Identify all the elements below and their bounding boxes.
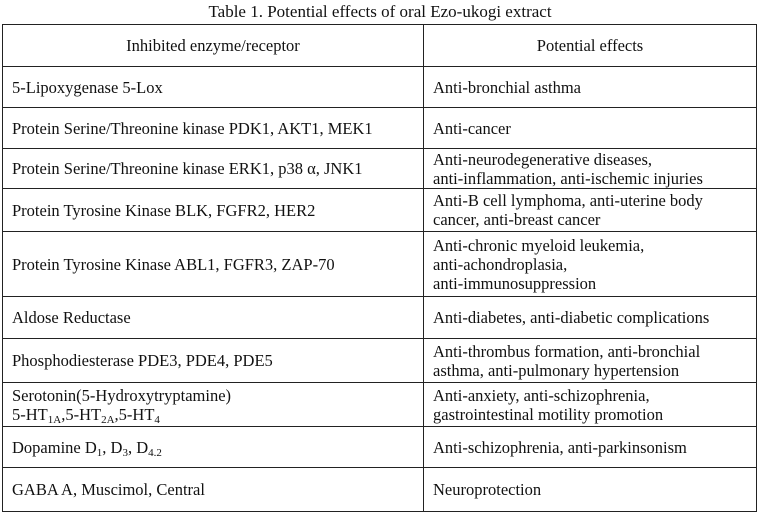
table-row: [3, 189, 757, 232]
effects-cell: Anti-bronchial asthma: [424, 67, 757, 108]
effects-cell: Anti-B cell lymphoma, anti-uterine body cancer, anti-breast cancer: [424, 189, 757, 232]
receptor-cell: Aldose Reductase: [3, 297, 424, 339]
header-receptor: Inhibited enzyme/receptor: [3, 25, 424, 67]
receptor-cell: GABA A, Muscimol, Central: [3, 468, 424, 512]
effects-cell: Anti-anxiety, anti-schizophrenia, gastrointestinal motility promotion: [424, 383, 757, 427]
dopamine-subtypes: Dopamine $D_1$, $D_3$, $D_{4.2}$: [12, 437, 162, 459]
receptor-cell: Phosphodiesterase PDE3, PDE4, PDE5: [3, 339, 424, 383]
effects-cell: Anti-cancer: [424, 108, 757, 149]
table-row: [3, 339, 757, 383]
table-row: [3, 297, 757, 339]
receptor-cell: 5-Lipoxygenase 5-Lox: [3, 67, 424, 108]
table-header-row: [3, 25, 757, 67]
receptor-cell: Serotonin(5-Hydroxytryptamine) $5-HT_{1A},5-HT_{2A},5-HT_4$: [3, 383, 424, 427]
table-row: [3, 383, 757, 427]
effects-cell: Neuroprotection: [424, 468, 757, 512]
serotonin-subtypes: $5-HT_{1A},5-HT_{2A},5-HT_4$: [12, 404, 160, 426]
table-row: [3, 108, 757, 149]
receptor-cell: Protein Tyrosine Kinase BLK, FGFR2, HER2: [3, 189, 424, 232]
table-row: [3, 468, 757, 512]
effects-cell: Anti-chronic myeloid leukemia, anti-achondroplasia, anti-immunosuppression: [424, 232, 757, 297]
header-effects: Potential effects: [424, 25, 757, 67]
effects-cell: Anti-neurodegenerative diseases, anti-inflammation, anti-ischemic injuries: [424, 149, 757, 189]
effects-table: [2, 24, 757, 512]
table-row: [3, 232, 757, 297]
effects-cell: Anti-schizophrenia, anti-parkinsonism: [424, 427, 757, 468]
receptor-cell: [3, 427, 424, 468]
receptor-cell: Protein Serine/Threonine kinase PDK1, AKT1, MEK1: [3, 108, 424, 149]
table-row: [3, 427, 757, 468]
table-caption: Table 1. Potential effects of oral Ezo-ukogi extract: [208, 2, 552, 21]
effects-cell: Anti-thrombus formation, anti-bronchial asthma, anti-pulmonary hypertension: [424, 339, 757, 383]
table-row: [3, 67, 757, 108]
effects-cell: Anti-diabetes, anti-diabetic complications: [424, 297, 757, 339]
table-row: [3, 149, 757, 189]
receptor-cell: Protein Serine/Threonine kinase ERK1, p38 α, JNK1: [3, 149, 424, 189]
receptor-cell: Protein Tyrosine Kinase ABL1, FGFR3, ZAP-70: [3, 232, 424, 297]
